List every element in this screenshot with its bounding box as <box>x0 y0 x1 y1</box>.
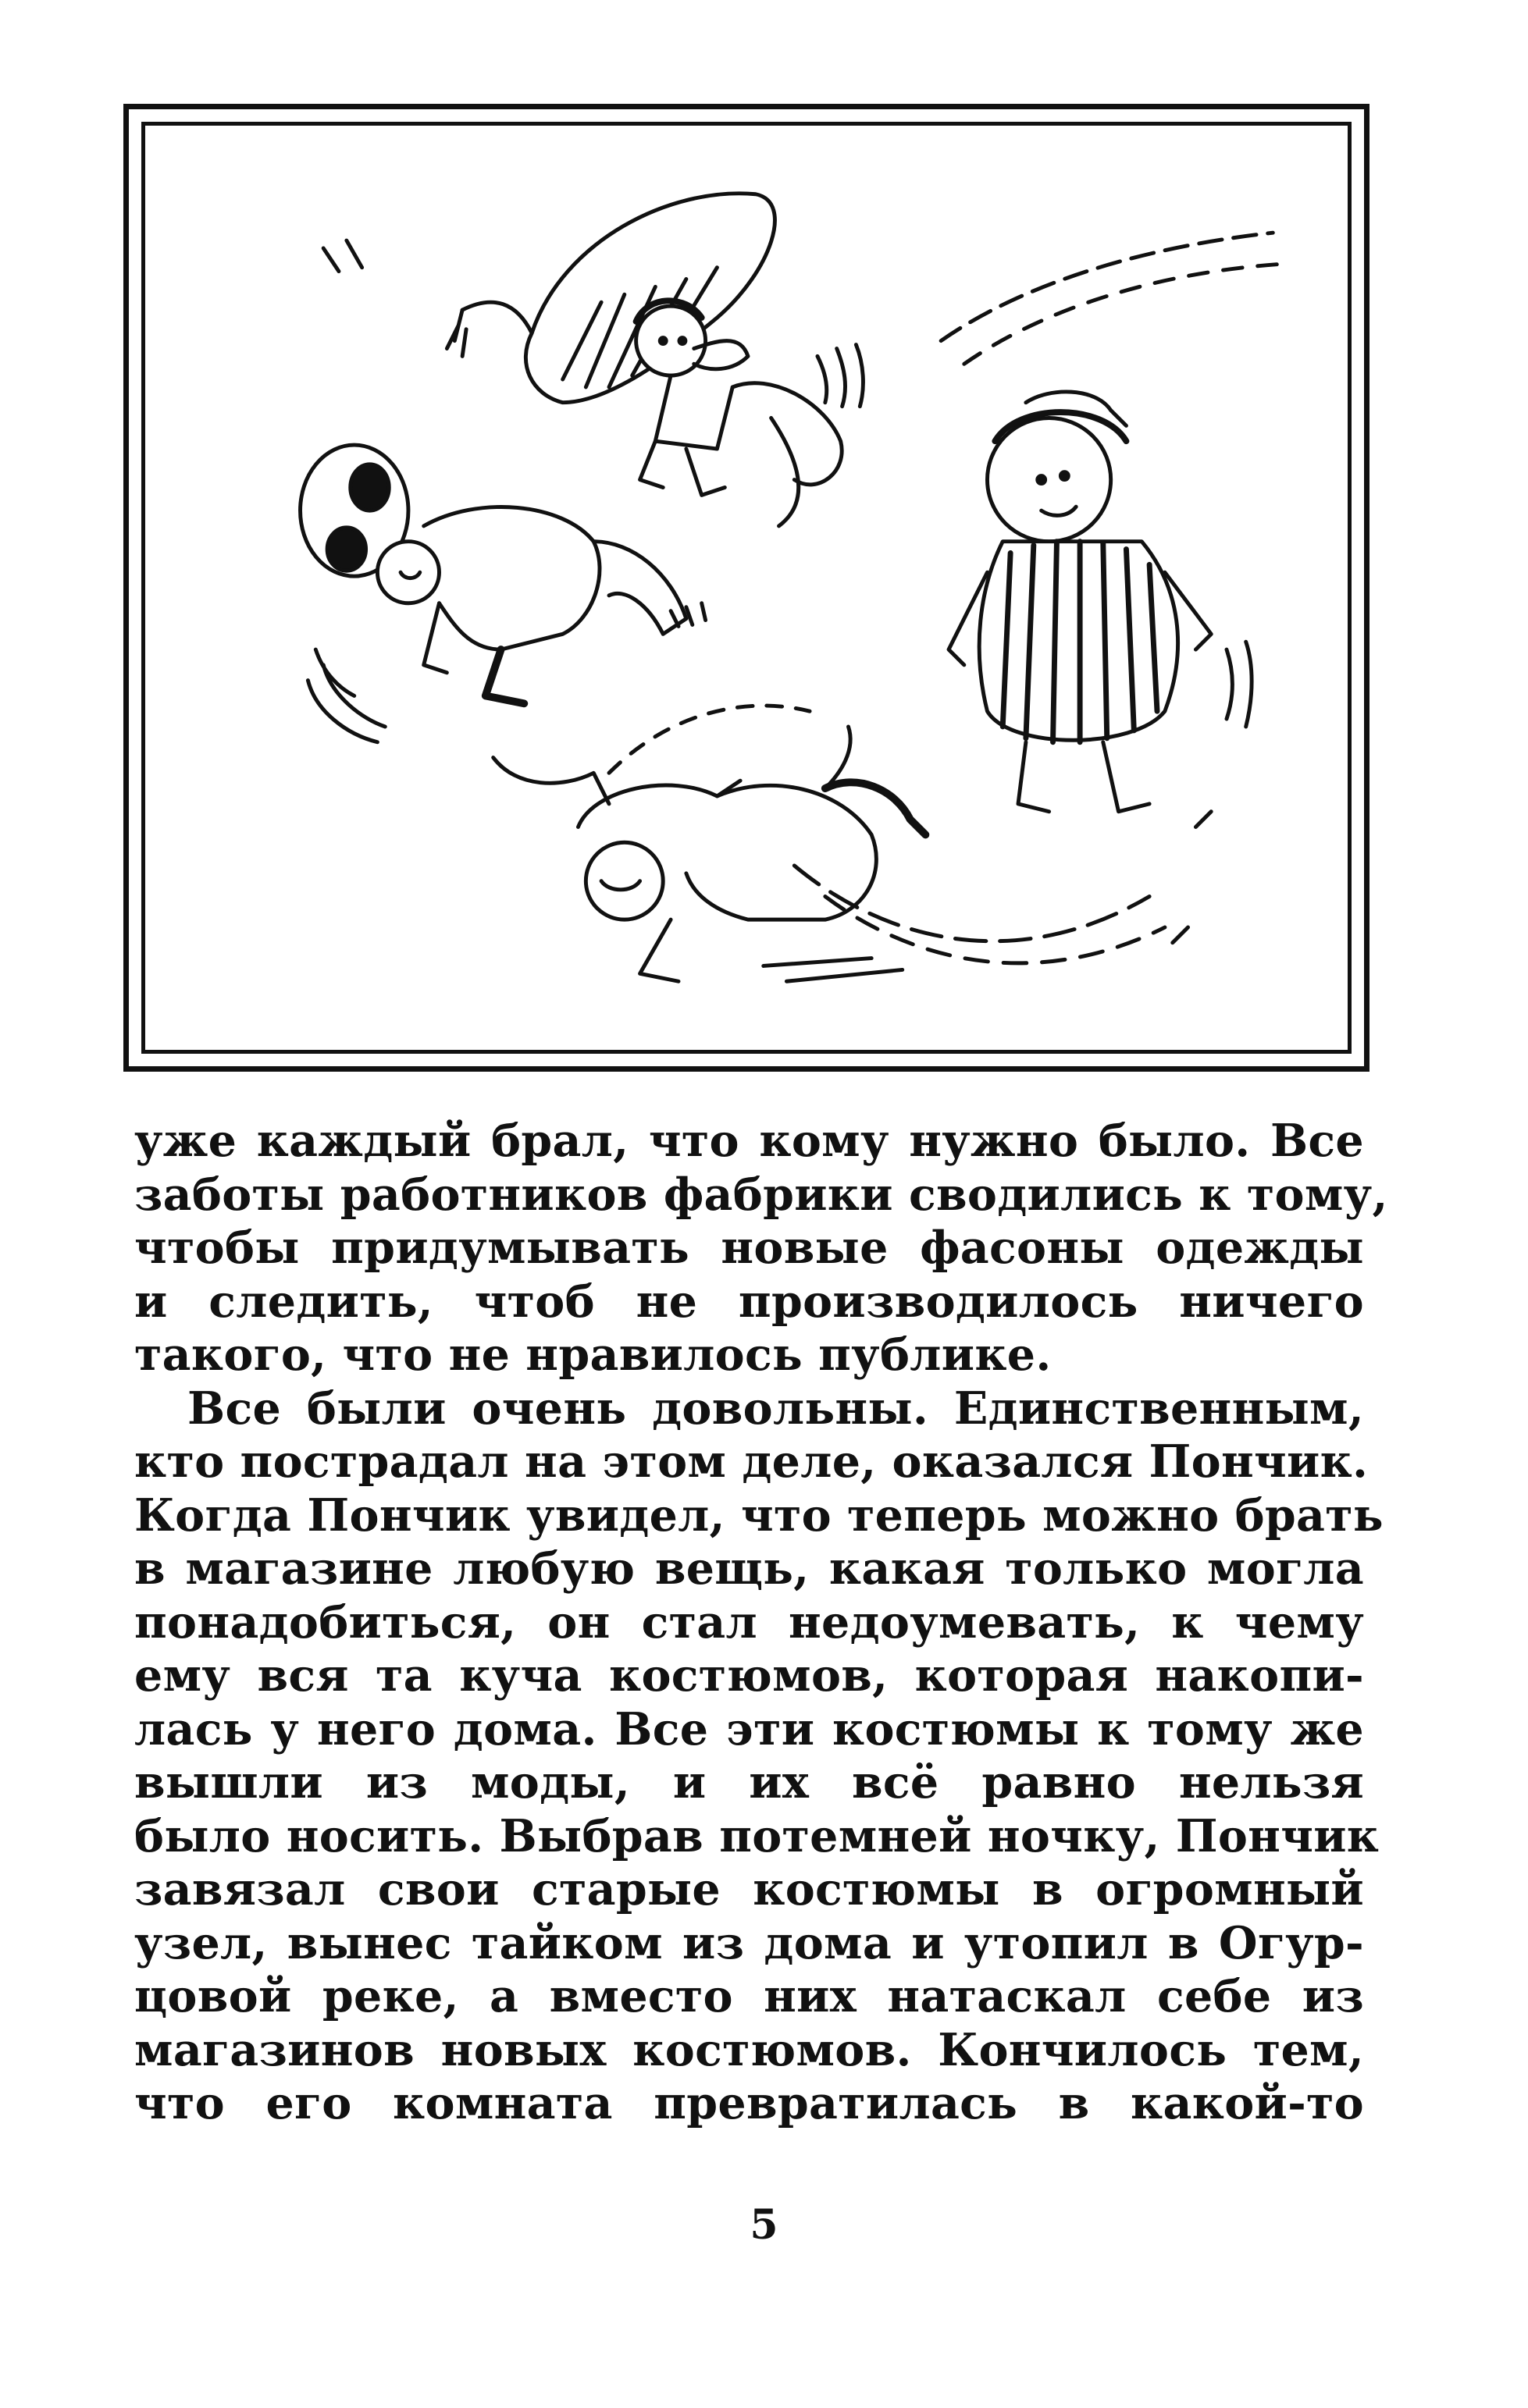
cartoon-illustration <box>129 109 1364 1066</box>
text-line: что его комната превратилась в какой-то <box>134 2077 1364 2129</box>
character-bottom <box>493 727 926 981</box>
text-line: завязал свои старые костюмы в огромный <box>134 1863 1364 1915</box>
text-line: чтобы придумывать новые фасоны одежды <box>134 1222 1364 1274</box>
text-line: такого, что не нравилось публике. <box>134 1328 1052 1381</box>
paragraph-1 <box>134 1115 1388 1382</box>
text-line: лась у него дома. Все эти костюмы к тому же <box>134 1702 1364 1755</box>
text-line: понадобиться, он стал недоумевать, к чему <box>134 1595 1364 1649</box>
text-line: Все были очень довольны. Единственным, <box>187 1382 1364 1435</box>
text-line: цовой реке, а вместо них натаскал себе из <box>134 1970 1364 2022</box>
character-gas-mask <box>301 445 686 742</box>
text-line: вышли из моды, и их всё равно нельзя <box>134 1756 1364 1809</box>
illustration-frame <box>123 104 1370 1072</box>
text-line: заботы работников фабрики сводились к тому, <box>134 1168 1388 1221</box>
body-text <box>134 1115 1388 2131</box>
text-line: ему вся та куча костюмов, которая накопи- <box>134 1649 1364 1702</box>
text-line: узел, вынес тайком из дома и утопил в Огур- <box>134 1916 1364 1969</box>
text-line: было носить. Выбрав потемней ночку, Пончик <box>134 1809 1380 1862</box>
page-number: 5 <box>750 2201 778 2249</box>
paragraph-2 <box>134 1382 1384 2131</box>
text-line: уже каждый брал, что кому нужно было. Все <box>134 1115 1364 1167</box>
text-line: кто пострадал на этом деле, оказался Пончик. <box>134 1435 1369 1488</box>
text-line: и следить, чтоб не производилось ничего <box>134 1275 1364 1328</box>
character-big-hat <box>447 194 863 526</box>
text-line: Когда Пончик увидел, что теперь можно брать <box>134 1489 1384 1542</box>
text-line: в магазине любую вещь, какая только могла <box>134 1542 1364 1595</box>
character-striped-shirt <box>949 392 1252 812</box>
text-line: магазинов новых костюмов. Кончилось тем, <box>134 2023 1364 2076</box>
